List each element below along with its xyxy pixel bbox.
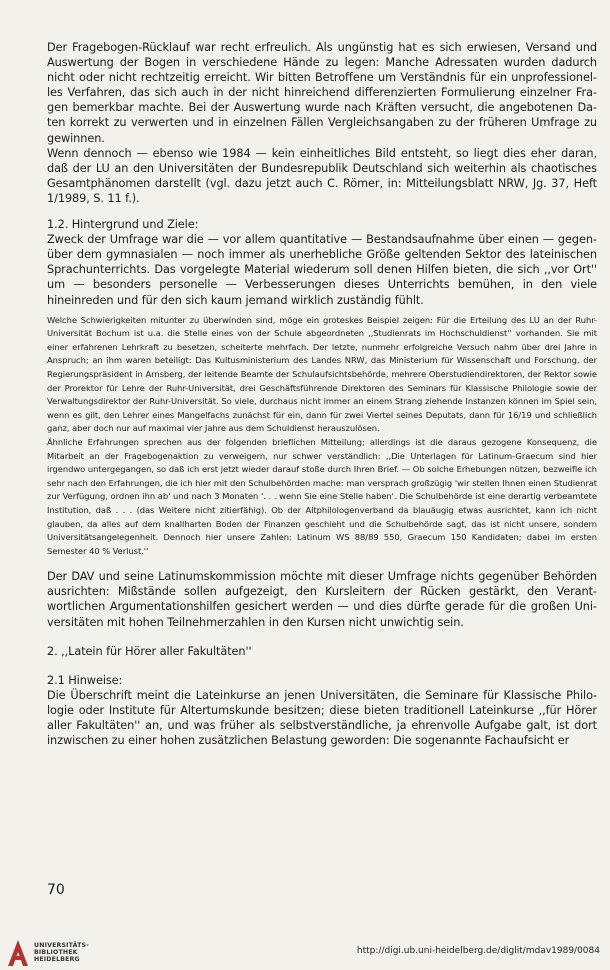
paragraph-questionnaire-return: Der Fragebogen-Rücklauf war recht erfreulich. Als ungünstig hat es sich erwiesen, Versand und Auswertung der Bogen in verschiedene Hände zu legen: Manche Adressaten wurden dadurch nicht oder nicht rechtzeitig erreicht. Wir bitten Betroffene um Verständnis für ein unprofessionelles Verfahren, das sich auch in der nicht hinreichend differenzierten Formulierung einzelner Fragen bemerkbar machte. Bei der Auswertung wurde nach Kräften versucht, die angebotenen Daten korrekt zu verwerten und in einzelnen Fällen Vergleichsangaben zu der früheren Umfrage zu gewinnen. bbox=[47, 41, 597, 145]
page-body bbox=[47, 40, 597, 748]
heading-2-1: 2.1 Hinweise: bbox=[47, 673, 123, 687]
page-number: 70 bbox=[47, 882, 65, 898]
library-name-line-3: HEIDELBERG bbox=[34, 956, 80, 964]
heading-section-2: 2. ,,Latein für Hörer aller Fakultäten'' bbox=[47, 644, 252, 658]
paragraph-dav-commission: Der DAV und seine Latinumskommission möchte mit dieser Umfrage nichts gegenüber Behörden ausrichten: Mißstände sollen aufgezeigt, den Kursleitern der Rücken gestärkt, den Verantwortlichen Argumentationshilfen gesichert werden — und dies dürfte gerade für die großen Universitäten mit hohen Teilnehmerzahlen in den Kursen nicht unwichtig sein. bbox=[47, 570, 597, 629]
paragraph-chaotic-overall: Wenn dennoch — ebenso wie 1984 — kein einheitliches Bild entsteht, so liegt dies eher daran, daß der LU an den Universitäten der Bundesrepublik Deutschland sich weiterhin als chaotisches Gesamtphänomen darstellt (vgl. dazu jetzt auch C. Römer, in: Mitteilungsblatt NRW, Jg. 37, Heft 1/1989, S. 11 f.). bbox=[47, 146, 597, 205]
footnote-letter-quote: Ähnliche Erfahrungen sprechen aus der folgenden brieflichen Mitteilung; allerdings ist die daraus gezogene Konsequenz, die Mitarbeit an der Fragebogenaktion zu verweigern, nur schwer verständlich: ,,Die Unterlagen für Latinum-Graecum sind hier irgendwo untergegangen, so daß ich erst jetzt wieder darauf stoße durch Ihren Brief. — Ob solche Erhebungen nützen, bezweifle ich sehr nach den Erfahrungen, die ich hier mit den Schulbehörden mache: man versprach großzügig 'wir stellen Ihnen einen Studienrat zur Verfügung, ordnen ihn ab' und nach 3 Monaten '. . . wenn Sie eine Stelle haben'. Die Schulbehörde ist eine derartig verbeamtete Institution, daß . . . (das Weitere nicht zitierfähig). Ob der Altphilologenverband da blauäugig etwas ausrichtet, kann ich nicht glauben, da alles auf dem knallharten Boden der Finanzen geschieht und die Schulbehörde sagt, das ist nicht unsere, sondern Universitätsangelegenheit. Dennoch hier unsere Zahlen: Latinum WS 88/89 550, Graecum 150 Kandidaten; dabei im ersten Semester 40 % Verlust.'' bbox=[47, 436, 597, 556]
library-name-line-1: UNIVERSITÄTS- bbox=[34, 942, 89, 949]
library-name bbox=[34, 942, 89, 964]
paragraph-latin-courses: Die Überschrift meint die Lateinkurse an jenen Universitäten, die Seminare für Klassische Philologie oder Institute für Altertumskunde besitzen; diese bieten traditionell Lateinkurse ,,für Hörer aller Fakultäten'' an, und was früher als selbstverständliche, ja ehrenvolle Aufgabe galt, ist dort inzwischen zu einer hohen zusätzlichen Belastung geworden: Die sogenannte Fachaufsicht er bbox=[47, 688, 597, 748]
library-name-line-2: BIBLIOTHEK bbox=[34, 949, 78, 957]
paragraph-purpose: Zweck der Umfrage war die — vor allem quantitative — Bestandsaufnahme über einen — gegenüber dem gymnasialen — noch immer als unerhebliche Größe geltenden Sektor des lateinischen Sprachunterrichts. Das vorgelegte Material wiederum soll denen Hilfen bieten, die sich ,,vor Ort'' um — besonders personelle — Verbesserungen dieses Unterrichts bemühen, in den viele hineinreden und für den sich kaum jemand wirklich zuständig fühlt. bbox=[47, 233, 597, 307]
heading-1-2: 1.2. Hintergrund und Ziele: bbox=[47, 218, 199, 232]
footnote-bochum-example: Welche Schwierigkeiten mitunter zu überwinden sind, möge ein groteskes Beispiel zeigen: Für die Erteilung des LU an der Ruhr-Universität Bochum ist u.a. die Stelle eines von der Schule abgeordneten ,,Studienrats im Hochschuldienst'' vorhanden. Sie mit einer erfahrenen Lehrkraft zu besetzen, scheiterte mehrfach. Der letzte, nunmehr erfolgreiche Versuch nahm über drei Jahre in Anspruch; an ihm waren beteiligt: Das Kultusministerium des Landes NRW, das Ministerium für Wissenschaft und Forschung, der Regierungspräsident in Arnsberg, der leitende Beamte der Schulaufsichtsbehörde, mehrere Oberstudiendirektoren, der Rektor sowie der Prorektor für Lehre der Ruhr-Universität, drei Geschäftsführende Direktoren des Seminars für Klassische Philologie sowie der Verwaltungsdirektor der Ruhr-Universität. So viele, durchaus nicht immer an einem Strang ziehende Instanzen können im Spiel sein, wenn es gilt, den Lehrer eines Mangelfachs zunächst für ein, dann für zwei Viertel seines Deputats, dann für 16/19 und schließlich ganz, aber doch nur auf maximal vier Jahre aus dem Schuldienst herauszulösen. bbox=[47, 314, 597, 434]
library-logo-icon bbox=[6, 938, 30, 968]
footer bbox=[0, 934, 610, 970]
source-url[interactable]: http://digi.ub.uni-heidelberg.de/diglit/mdav1989/0084 bbox=[356, 946, 600, 956]
